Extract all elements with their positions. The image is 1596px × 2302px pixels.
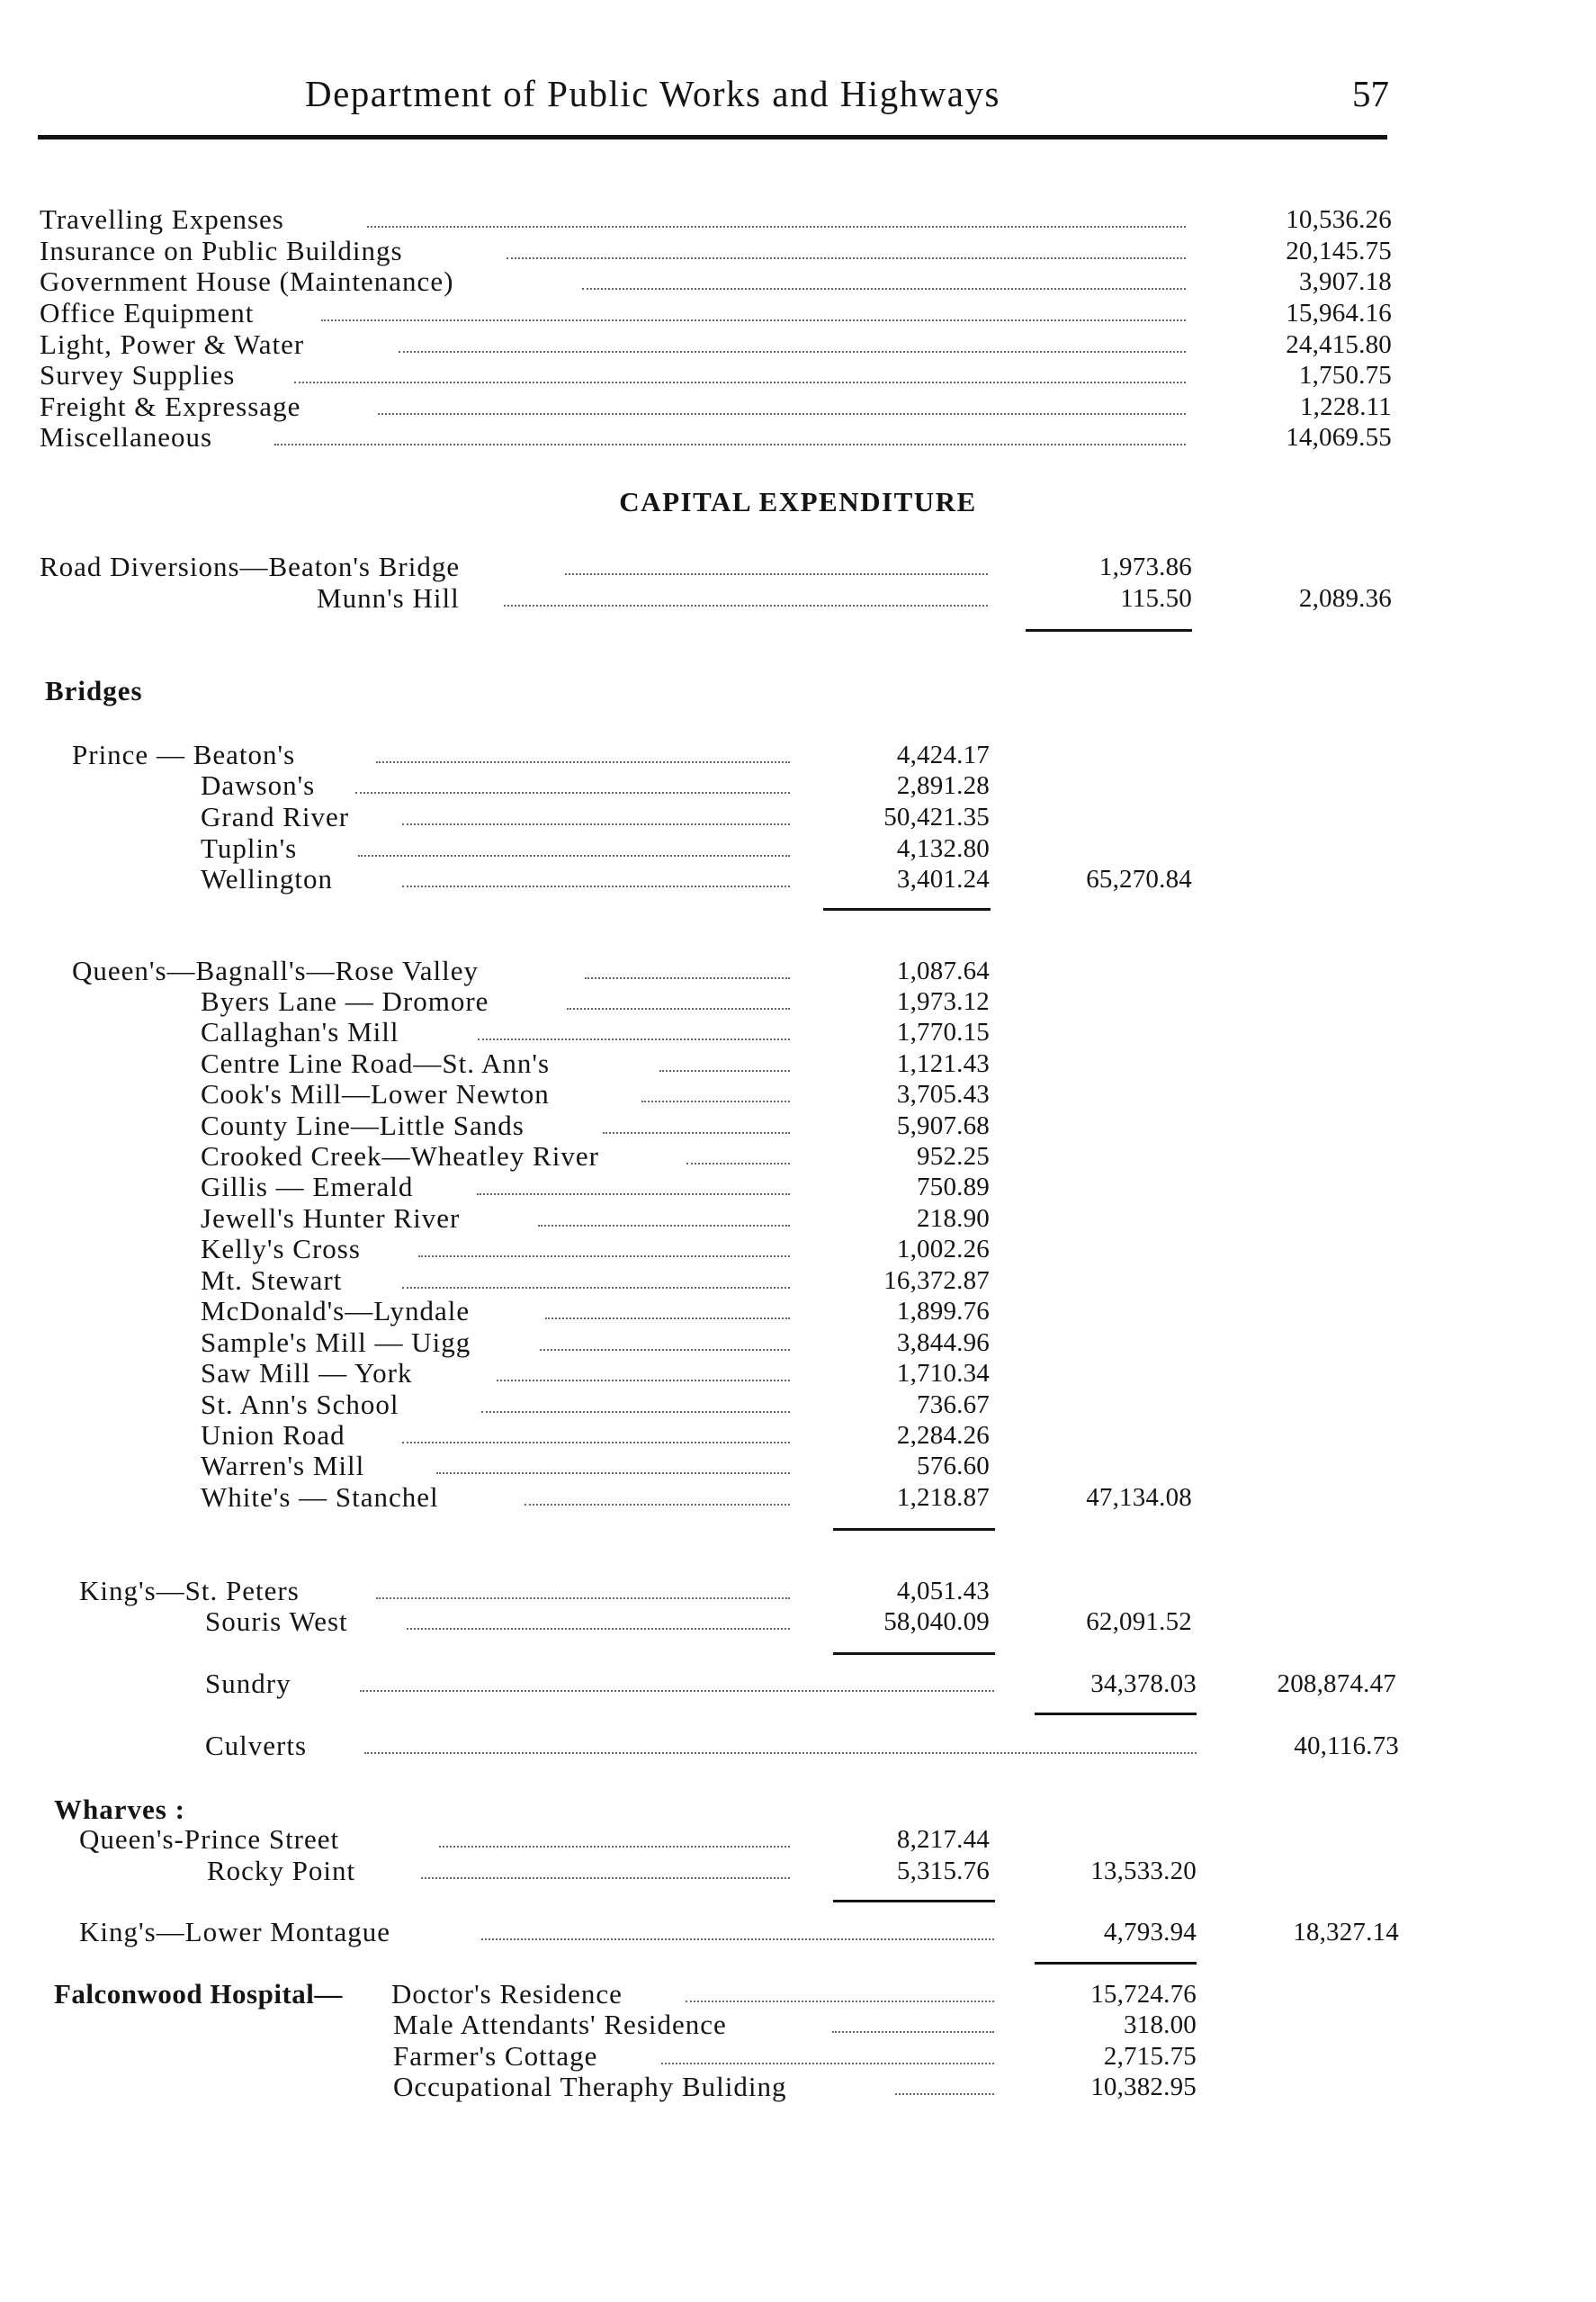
header-rule: [38, 135, 1387, 139]
expense-label: Travelling Expenses: [40, 203, 284, 235]
dot-leader: [418, 1255, 790, 1257]
road-diversion-row: [0, 582, 1596, 615]
dot-leader: [421, 1877, 790, 1879]
expense-label: Office Equipment: [40, 297, 255, 328]
bridge-label: Cook's Mill—Lower Newton: [201, 1078, 550, 1110]
bridge-amount: 50,421.35: [883, 803, 990, 832]
dot-leader: [376, 761, 790, 763]
bridge-amount: 750.89: [917, 1173, 990, 1201]
dot-leader: [686, 2001, 994, 2002]
bridge-row: [0, 1016, 1596, 1048]
dot-leader: [367, 226, 1186, 228]
bridge-label: Crooked Creek—Wheatley River: [201, 1140, 599, 1172]
bridge-row: [0, 1389, 1596, 1421]
page-header: [40, 72, 1389, 126]
bridge-label: Callaghan's Mill: [201, 1016, 399, 1048]
falconwood-row: [0, 2009, 1596, 2041]
bridge-label: Sample's Mill — Uigg: [201, 1326, 471, 1358]
dot-leader: [402, 823, 790, 825]
dot-leader: [378, 413, 1186, 415]
bridge-amount: 952.25: [917, 1142, 990, 1171]
bridge-amount: 1,770.15: [896, 1018, 990, 1047]
bridge-label: Centre Line Road—St. Ann's: [201, 1048, 551, 1079]
bridge-label: County Line—Little Sands: [201, 1110, 525, 1141]
bridge-row: [0, 1605, 1596, 1638]
wharves-heading: Wharves :: [54, 1794, 185, 1825]
falconwood-label: Occupational Theraphy Buliding: [393, 2071, 787, 2102]
bridge-row: [0, 1295, 1596, 1327]
expense-label: Government House (Maintenance): [40, 265, 454, 297]
bridge-row: [0, 1575, 1596, 1607]
bridge-amount: 576.60: [917, 1452, 990, 1480]
wharf-row: [0, 1823, 1596, 1856]
bridge-row: [0, 1450, 1596, 1482]
dot-leader: [832, 2031, 994, 2033]
bridge-amount: 3,705.43: [896, 1080, 990, 1109]
dot-leader: [439, 1846, 790, 1848]
wharf-amount: 8,217.44: [896, 1825, 990, 1854]
dot-leader: [895, 2093, 994, 2095]
falconwood-row: [0, 1978, 1596, 2010]
dot-leader: [358, 855, 790, 857]
dot-leader: [565, 573, 988, 575]
culverts-amount: 40,116.73: [1294, 1731, 1399, 1760]
prince-total: 65,270.84: [1086, 865, 1192, 894]
bridge-amount: 2,284.26: [896, 1421, 990, 1450]
expense-amount: 14,069.55: [1286, 423, 1392, 452]
dot-leader: [661, 2063, 994, 2064]
sum-rule: [1026, 629, 1192, 632]
road-diversion-amount: 1,973.86: [1098, 553, 1192, 581]
bridge-row: [0, 863, 1596, 895]
dot-leader: [582, 288, 1186, 290]
bridge-amount: 1,002.26: [896, 1235, 990, 1263]
bridge-row: [0, 1481, 1596, 1514]
bridge-row: [0, 1264, 1596, 1297]
bridge-amount: 1,121.43: [896, 1049, 990, 1078]
dot-leader: [497, 1380, 790, 1381]
expense-amount: 1,750.75: [1298, 361, 1392, 390]
dot-leader: [507, 257, 1186, 259]
wharf-amount: 5,315.76: [896, 1857, 990, 1885]
expense-row: [0, 235, 1596, 267]
bridge-amount: 3,844.96: [896, 1328, 990, 1357]
bridge-label: Union Road: [201, 1419, 345, 1451]
dot-leader: [402, 1287, 790, 1289]
bridge-row: [0, 1078, 1596, 1111]
bridge-row: [0, 1140, 1596, 1173]
bridge-row: [0, 955, 1596, 987]
dot-leader: [540, 1349, 790, 1351]
bridge-amount: 58,040.09: [883, 1607, 990, 1636]
falconwood-amount: 10,382.95: [1090, 2073, 1197, 2101]
sundry-label: Sundry: [205, 1668, 291, 1699]
falconwood-amount: 318.00: [1124, 2010, 1197, 2039]
bridge-label: Saw Mill — York: [201, 1357, 413, 1389]
bridge-row: [0, 1326, 1596, 1359]
expense-amount: 15,964.16: [1286, 299, 1392, 328]
dot-leader: [478, 1039, 790, 1040]
sum-rule: [1035, 1713, 1197, 1715]
dot-leader: [686, 1163, 790, 1164]
bridge-amount: 4,424.17: [896, 741, 990, 769]
bridge-label: Mt. Stewart: [201, 1264, 343, 1296]
bridge-amount: 1,710.34: [896, 1359, 990, 1388]
dot-leader: [402, 1442, 790, 1443]
dot-leader: [603, 1132, 790, 1134]
bridge-label: King's—St. Peters: [79, 1575, 300, 1606]
bridge-amount: 4,051.43: [896, 1577, 990, 1605]
bridge-label: Dawson's: [201, 769, 316, 801]
bridge-amount: 218.90: [917, 1204, 990, 1233]
wharf-row: [0, 1855, 1596, 1887]
bridge-label: Warren's Mill: [201, 1450, 365, 1481]
bridge-row: [0, 832, 1596, 865]
lower-montague-row: [0, 1916, 1596, 1948]
dot-leader: [321, 319, 1186, 321]
wharves-subtotal: 13,533.20: [1090, 1857, 1197, 1885]
expense-amount: 3,907.18: [1298, 267, 1392, 296]
falconwood-label: Doctor's Residence: [391, 1978, 623, 2010]
bridge-label: Souris West: [205, 1605, 348, 1637]
bridge-row: [0, 985, 1596, 1018]
bridge-amount: 1,218.87: [896, 1483, 990, 1512]
dot-leader: [659, 1070, 790, 1072]
bridge-label: Prince — Beaton's: [72, 739, 296, 770]
bridges-grand-total: 208,874.47: [1277, 1669, 1396, 1698]
lower-montague-amount: 4,793.94: [1103, 1918, 1197, 1947]
bridge-label: Tuplin's: [201, 832, 298, 864]
expense-amount: 10,536.26: [1286, 205, 1392, 234]
dot-leader: [567, 1008, 790, 1010]
expense-row: [0, 391, 1596, 423]
bridge-label: Wellington: [201, 863, 333, 895]
falconwood-amount: 2,715.75: [1103, 2042, 1197, 2071]
dot-leader: [641, 1101, 790, 1102]
queens-total: 47,134.08: [1086, 1483, 1192, 1512]
bridge-amount: 736.67: [917, 1390, 990, 1419]
road-diversion-row: [0, 551, 1596, 583]
bridge-label: St. Ann's School: [201, 1389, 399, 1420]
culverts-row: [0, 1730, 1596, 1762]
expense-amount: 20,145.75: [1286, 237, 1392, 265]
bridge-label: Jewell's Hunter River: [201, 1202, 461, 1234]
lower-montague-label: King's—Lower Montague: [79, 1916, 391, 1947]
bridge-row: [0, 801, 1596, 833]
dot-leader: [504, 605, 988, 607]
dot-leader: [360, 1690, 994, 1692]
expense-amount: 1,228.11: [1299, 392, 1392, 421]
bridge-row: [0, 739, 1596, 771]
bridge-row: [0, 1357, 1596, 1389]
dot-leader: [364, 1752, 1197, 1754]
kings-total: 62,091.52: [1086, 1607, 1192, 1636]
dot-leader: [525, 1504, 790, 1506]
sundry-row: [0, 1668, 1596, 1700]
expense-label: Miscellaneous: [40, 421, 213, 453]
falconwood-row: [0, 2071, 1596, 2103]
falconwood-label: Farmer's Cottage: [393, 2040, 598, 2072]
expense-amount: 24,415.80: [1286, 330, 1392, 359]
bridge-amount: 1,973.12: [896, 987, 990, 1016]
expense-row: [0, 265, 1596, 298]
dot-leader: [274, 444, 1186, 445]
falconwood-row: [0, 2040, 1596, 2073]
expense-label: Insurance on Public Buildings: [40, 235, 403, 266]
bridge-amount: 2,891.28: [896, 771, 990, 800]
bridge-row: [0, 1419, 1596, 1452]
dot-leader: [399, 351, 1186, 353]
falconwood-label: Male Attendants' Residence: [393, 2009, 727, 2040]
bridge-row: [0, 1233, 1596, 1265]
dot-leader: [294, 382, 1186, 383]
road-diversion-label: Road Diversions—Beaton's Bridge: [40, 551, 461, 582]
expense-label: Survey Supplies: [40, 359, 236, 391]
dot-leader: [538, 1225, 790, 1227]
bridges-heading: Bridges: [45, 675, 143, 706]
falconwood-heading: Falconwood Hospital—: [54, 1978, 343, 2010]
wharf-label: Rocky Point: [207, 1855, 356, 1886]
road-diversions-total: 2,089.36: [1298, 584, 1392, 613]
bridge-label: White's — Stanchel: [201, 1481, 439, 1513]
page-title: Department of Public Works and Highways: [305, 73, 1000, 114]
dot-leader: [545, 1317, 790, 1319]
bridge-row: [0, 769, 1596, 802]
dot-leader: [436, 1472, 790, 1474]
sum-rule: [1035, 1962, 1197, 1965]
road-diversion-amount: 115.50: [1120, 584, 1192, 613]
bridge-label: Grand River: [201, 801, 350, 832]
falconwood-amount: 15,724.76: [1090, 1980, 1197, 2009]
expense-row: [0, 421, 1596, 454]
expense-row: [0, 359, 1596, 391]
expense-row: [0, 297, 1596, 329]
bridge-label: Queen's—Bagnall's—Rose Valley: [72, 955, 480, 986]
wharf-label: Queen's-Prince Street: [79, 1823, 340, 1855]
sum-rule: [823, 908, 991, 911]
expense-row: [0, 328, 1596, 361]
bridge-label: McDonald's—Lyndale: [201, 1295, 471, 1326]
dot-leader: [376, 1597, 790, 1599]
dot-leader: [477, 1193, 790, 1195]
dot-leader: [481, 1938, 994, 1940]
dot-leader: [585, 977, 790, 979]
sundry-amount: 34,378.03: [1090, 1669, 1197, 1698]
capital-expenditure-heading: CAPITAL EXPENDITURE: [619, 486, 977, 517]
expense-label: Light, Power & Water: [40, 328, 305, 360]
expense-label: Freight & Expressage: [40, 391, 301, 422]
bridge-row: [0, 1171, 1596, 1203]
bridge-row: [0, 1202, 1596, 1235]
culverts-label: Culverts: [205, 1730, 308, 1761]
bridge-amount: 1,899.76: [896, 1297, 990, 1326]
bridge-amount: 16,372.87: [883, 1266, 990, 1295]
dot-leader: [481, 1411, 790, 1413]
expense-row: [0, 203, 1596, 236]
bridge-row: [0, 1110, 1596, 1142]
bridge-label: Byers Lane — Dromore: [201, 985, 489, 1017]
dot-leader: [355, 792, 790, 794]
road-diversion-label: Munn's Hill: [317, 582, 460, 614]
sum-rule: [833, 1652, 995, 1655]
dot-leader: [402, 886, 790, 887]
bridge-row: [0, 1048, 1596, 1080]
sum-rule: [833, 1528, 995, 1531]
bridge-amount: 4,132.80: [896, 834, 990, 863]
bridge-amount: 1,087.64: [896, 957, 990, 985]
sum-rule: [833, 1900, 995, 1902]
bridge-label: Kelly's Cross: [201, 1233, 361, 1264]
bridge-label: Gillis — Emerald: [201, 1171, 414, 1202]
bridge-amount: 3,401.24: [896, 865, 990, 894]
page-number: 57: [1352, 73, 1389, 114]
bridge-amount: 5,907.68: [896, 1111, 990, 1140]
wharves-grand-total: 18,327.14: [1293, 1918, 1399, 1947]
dot-leader: [407, 1628, 790, 1630]
